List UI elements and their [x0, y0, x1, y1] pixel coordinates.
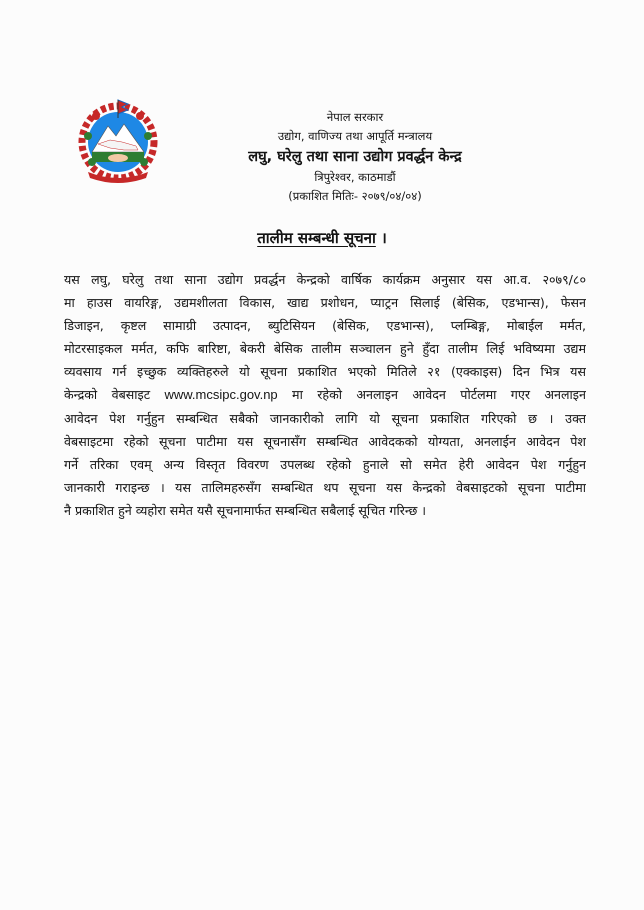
letterhead: [190, 108, 520, 206]
office-address: त्रिपुरेश्वर, काठमाडौं: [314, 170, 396, 184]
ministry-name: उद्योग, वाणिज्य तथा आपूर्ति मन्त्रालय: [277, 129, 433, 143]
body-line: गर्ने तरिका एवम् अन्य विस्तृत विवरण उपलब्ध रहेको हुनाले सो समेत हेरी आवेदन पेश गर्नुहुन: [64, 456, 586, 472]
body-line: वेबसाइटमा रहेको सूचना पाटीमा यस सूचनासँग सम्बन्धित आवेदकको योग्यता, अनलाईन आवेदन पेश: [64, 433, 586, 449]
body-line: नै प्रकाशित हुने व्यहोरा समेत यसै सूचनामार्फत सम्बन्धित सबैलाई सूचित गरिन्छ ।: [64, 502, 427, 518]
office-name: लघु, घरेलु तथा साना उद्योग प्रवर्द्धन केन्द्र: [248, 149, 462, 165]
published-date: (प्रकाशित मितिः- २०७९/०४/०४): [288, 189, 422, 203]
body-line: आवेदन पेश गर्नुहुन सम्बन्धित सबैको जानकारीको लागि यो सूचना प्रकाशित गरिएको छ । उक्त: [64, 410, 586, 426]
body-line: यस लघु, घरेलु तथा साना उद्योग प्रवर्द्धन केन्द्रको वार्षिक कार्यक्रम अनुसार यस आ.व. २०७९/८०: [64, 272, 586, 287]
body-line: डिजाइन, कृष्टल सामाग्री उत्पादन, ब्युटिसियन (बेसिक, एडभान्स), प्लम्बिङ्ग, मोबाईल मर्मत,: [64, 318, 586, 334]
url-line-after: मा रहेको अनलाइन आवेदन पोर्टलमा गएर अनलाइन: [292, 387, 586, 403]
notice-title-text: तालीम सम्बन्धी सूचना: [257, 229, 376, 247]
body-line: व्यवसाय गर्न इच्छुक व्यक्तिहरुले यो सूचना प्रकाशित भएको मितिले २१ (एक्काइस) दिन भित्र यस: [64, 364, 586, 380]
body-line: जानकारी गराइन्छ । यस तालिमहरुसँग सम्बन्धित थप सूचना यस केन्द्रको वेबसाइटको सूचना पाटीमा: [64, 479, 586, 495]
nepal-government-emblem-icon: [74, 96, 162, 184]
government-name: नेपाल सरकार: [326, 110, 384, 124]
body-line: मोटरसाइकल मर्मत, कफि बारिष्टा, बेकरी बेसिक तालीम सञ्चालन हुने हुँदा तालीम लिई भविष्यमा उद्यम: [64, 341, 586, 357]
website-link[interactable]: www.mcsipc.gov.np: [164, 387, 278, 403]
body-line-url: [64, 383, 586, 406]
notice-title: [0, 228, 644, 248]
body-line: मा हाउस वायरिङ्ग, उद्यमशीलता विकास, खाद्य प्रशोधन, प्याट्रन सिलाई (बेसिक, एडभान्स), फेसन: [64, 295, 586, 311]
url-line-before: केन्द्रको वेबसाइट: [64, 387, 151, 403]
notice-body: [64, 268, 586, 522]
notice-title-danda: ।: [381, 229, 387, 247]
